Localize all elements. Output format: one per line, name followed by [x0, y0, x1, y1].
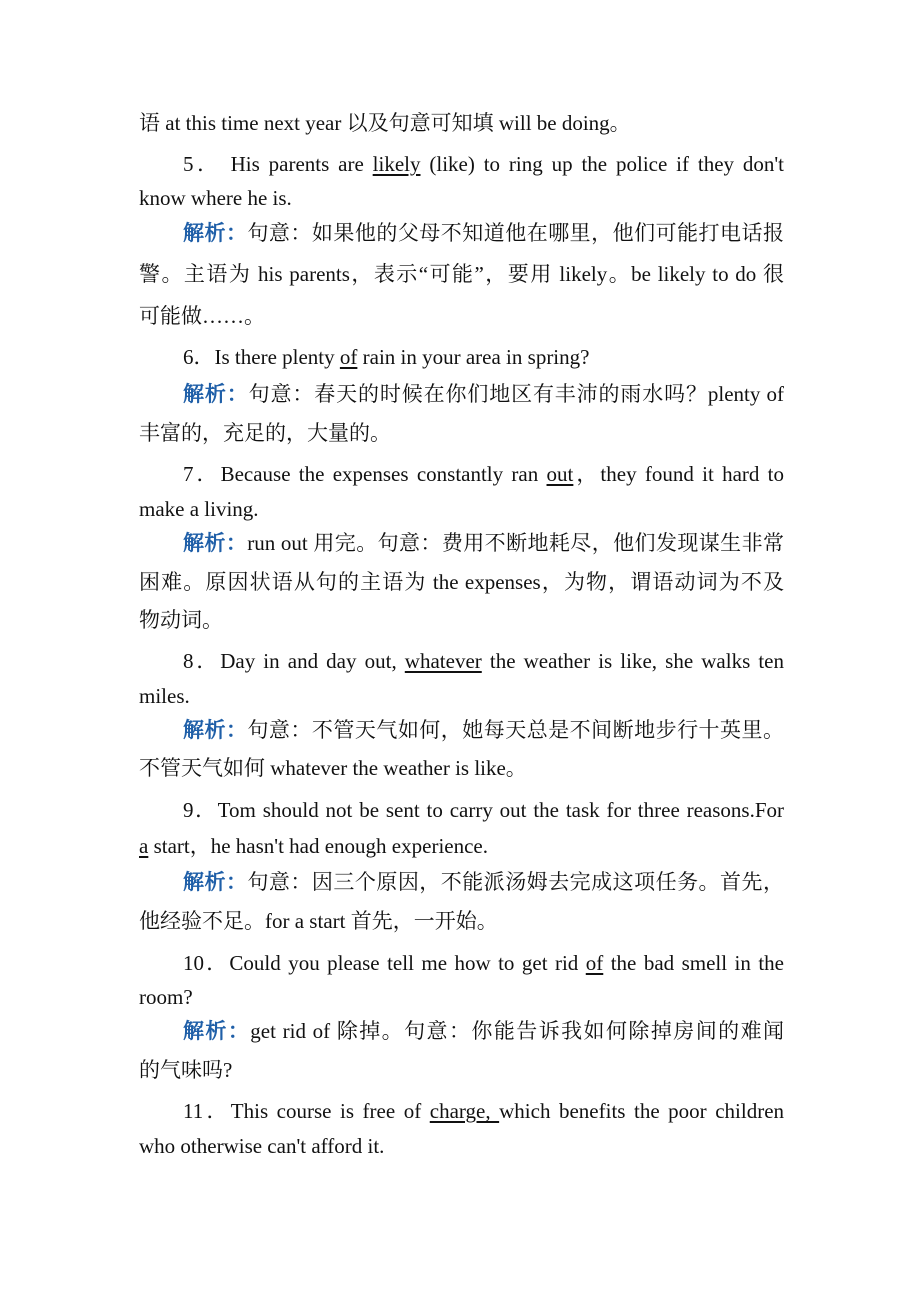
explanation-label: 解析： — [183, 718, 248, 742]
explanation-label: 解析： — [183, 531, 248, 555]
question-5-line-2 — [139, 183, 784, 213]
answer-blank: of — [585, 951, 604, 975]
explanation-text: run out 用完。句意：费用不断地耗尽，他们发现谋生非常 — [247, 531, 785, 555]
explanation-label: 解析： — [183, 382, 249, 406]
explanation-text: 物动词。 — [139, 608, 223, 632]
question-number: 7． — [183, 462, 221, 486]
question-text: which benefits the poor children — [499, 1099, 785, 1123]
question-text: make a living. — [139, 497, 259, 521]
explanation-text: 句意：如果他的父母不知道他在哪里，他们可能打电话报 — [247, 221, 785, 245]
explanation-10-line-2 — [139, 1055, 784, 1085]
answer-blank: whatever — [404, 649, 482, 673]
question-text: ，they found it hard to — [573, 462, 784, 486]
question-number: 11． — [183, 1099, 231, 1123]
question-9 — [183, 795, 784, 825]
question-text: who otherwise can't afford it. — [139, 1134, 385, 1158]
question-10 — [183, 948, 784, 978]
explanation-label: 解析： — [183, 1019, 251, 1043]
question-5 — [183, 149, 784, 179]
explanation-5-line-3 — [139, 301, 784, 331]
question-number: 9． — [183, 798, 218, 822]
question-text: Could you please tell me how to get rid — [229, 951, 586, 975]
explanation-text: 句意：因三个原因，不能派汤姆去完成这项任务。首先， — [247, 870, 785, 894]
answer-blank: out — [546, 462, 574, 486]
question-9-line-2 — [139, 831, 784, 861]
question-6 — [183, 342, 784, 372]
explanation-text: 句意：不管天气如何，她每天总是不间断地步行十英里。 — [247, 718, 785, 742]
explanation-5-line-2 — [139, 259, 784, 289]
question-11-line-2 — [139, 1131, 784, 1161]
question-text: miles. — [139, 684, 190, 708]
question-text: the weather is like, she walks ten — [481, 649, 785, 673]
question-text: Tom should not be sent to carry out the task for three reasons.For — [217, 798, 784, 822]
answer-blank: of — [339, 345, 358, 369]
question-text: room? — [139, 985, 193, 1009]
question-text: Because the expenses constantly ran — [220, 462, 547, 486]
question-text: start，he hasn't had enough experience. — [148, 834, 488, 858]
answer-blank: charge, — [429, 1099, 500, 1123]
question-text: know where he is. — [139, 186, 292, 210]
explanation-5 — [183, 218, 784, 248]
explanation-text: 丰富的，充足的，大量的。 — [139, 421, 391, 445]
explanation-9 — [183, 867, 784, 897]
answer-blank: a — [139, 834, 149, 858]
question-8-line-2 — [139, 681, 784, 711]
question-text: Day in and day out, — [220, 649, 405, 673]
question-number: 10． — [183, 951, 230, 975]
explanation-text: 不管天气如何 whatever the weather is like。 — [139, 756, 527, 780]
explanation-7-line-3 — [139, 605, 784, 635]
explanation-text: 可能做……。 — [139, 304, 265, 328]
question-text: Is there plenty — [214, 345, 340, 369]
question-number: 8． — [183, 649, 221, 673]
explanation-text: 警。主语为 his parents，表示“可能”，要用 likely。be likely to do 很 — [139, 262, 784, 286]
question-number: 6． — [183, 345, 215, 369]
question-7 — [183, 459, 784, 489]
question-number: 5． — [183, 152, 222, 176]
explanation-text: 的气味吗? — [139, 1058, 233, 1082]
explanation-7 — [183, 528, 784, 558]
question-text: (like) to ring up the police if they don't — [420, 152, 785, 176]
question-text: rain in your area in spring? — [357, 345, 590, 369]
answer-blank: likely — [372, 152, 421, 176]
question-text: the bad smell in the — [603, 951, 784, 975]
explanation-text: 困难。原因状语从句的主语为 the expenses，为物，谓语动词为不及 — [139, 570, 784, 594]
question-11 — [183, 1096, 784, 1126]
explanation-label: 解析： — [183, 870, 248, 894]
explanation-text: 句意：春天的时候在你们地区有丰沛的雨水吗？plenty of — [248, 382, 785, 406]
explanation-7-line-2 — [139, 567, 784, 597]
explanation-text: get rid of 除掉。句意：你能告诉我如何除掉房间的难闻 — [250, 1019, 784, 1043]
explanation-label: 解析： — [183, 221, 248, 245]
explanation-text: 语 at this time next year 以及句意可知填 will be doing。 — [139, 111, 631, 135]
explanation-10 — [183, 1016, 784, 1046]
explanation-6-line-2 — [139, 418, 784, 448]
explanation-6 — [183, 379, 784, 409]
question-8 — [183, 646, 784, 676]
explanation-continuation — [139, 108, 784, 138]
explanation-text: 他经验不足。for a start 首先，一开始。 — [139, 909, 498, 933]
explanation-8 — [183, 715, 784, 745]
question-text: This course is free of — [230, 1099, 430, 1123]
explanation-8-line-2 — [139, 753, 784, 783]
explanation-9-line-2 — [139, 906, 784, 936]
question-10-line-2 — [139, 982, 784, 1012]
question-7-line-2 — [139, 494, 784, 524]
question-text: His parents are — [230, 152, 373, 176]
